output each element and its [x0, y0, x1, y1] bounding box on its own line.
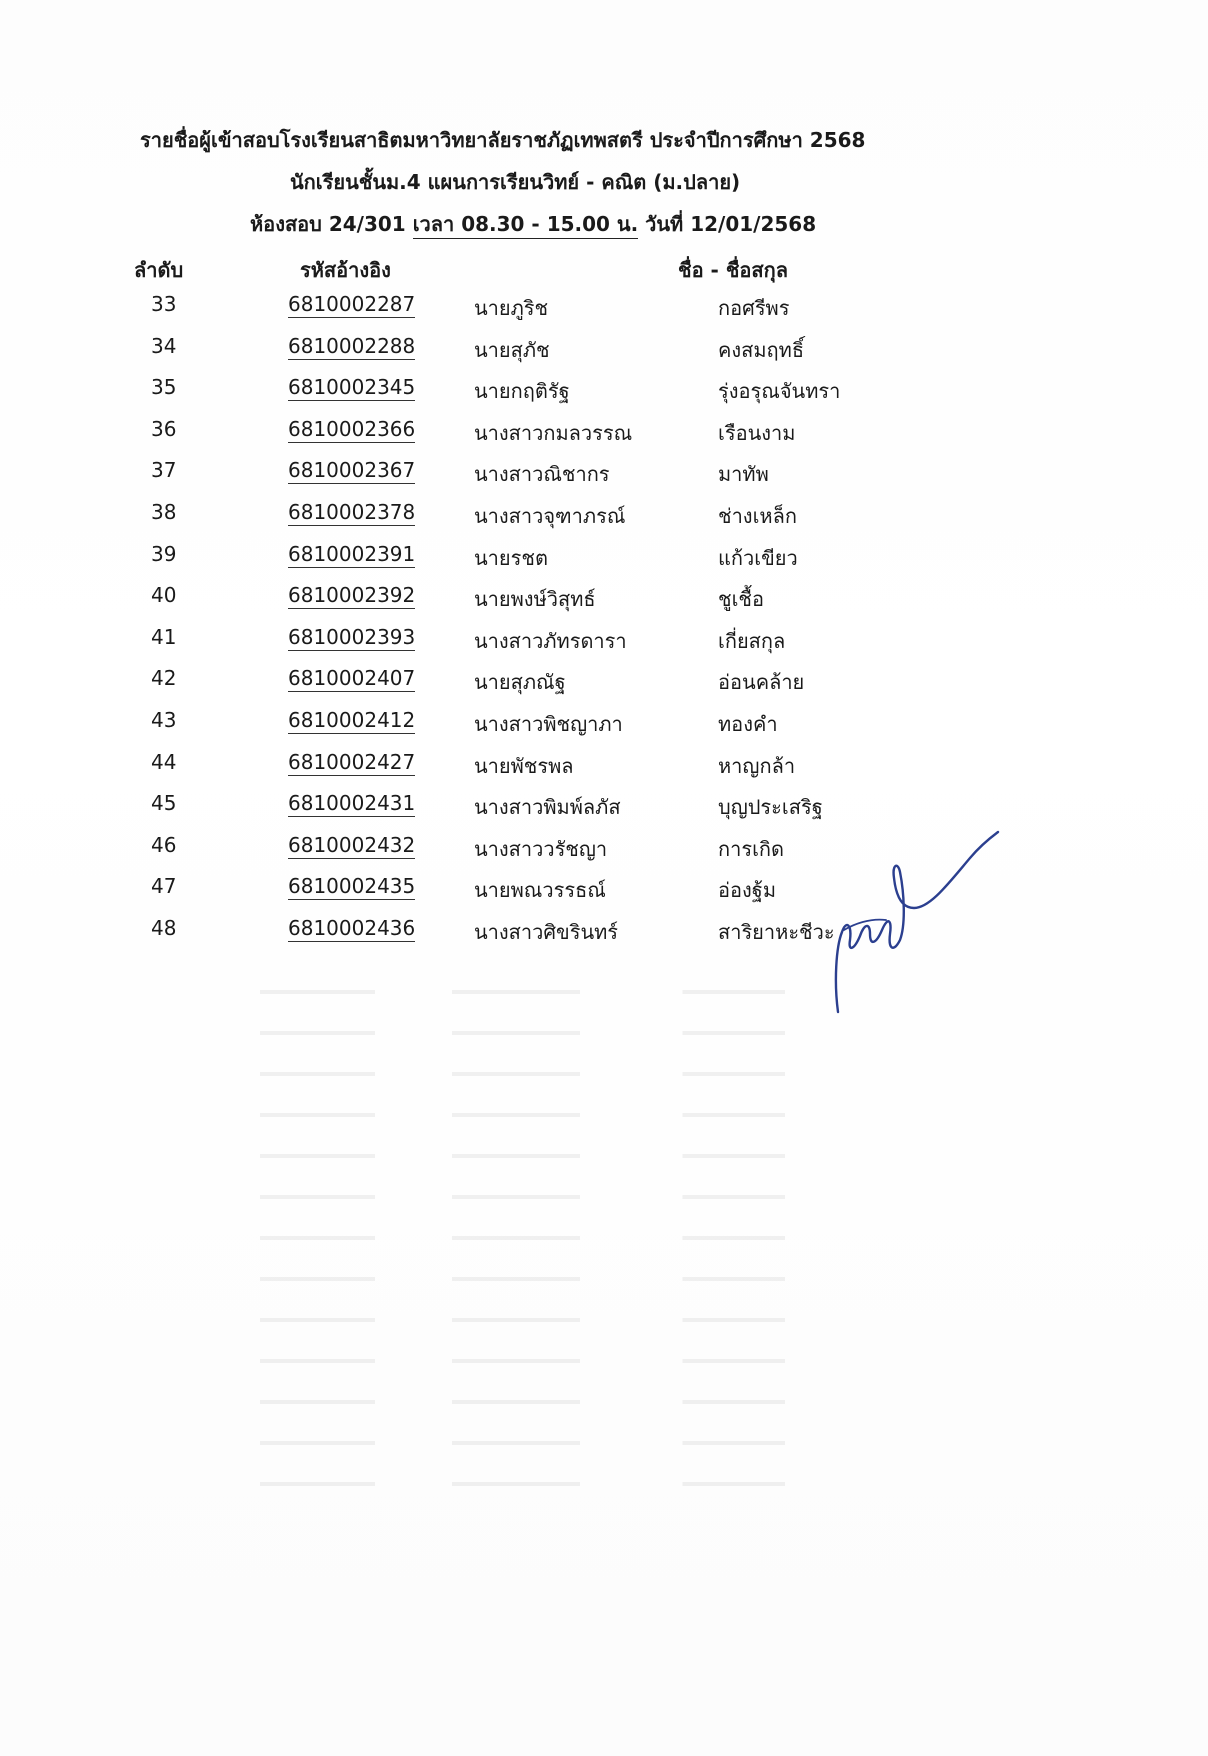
document-subtitle: นักเรียนชั้นม.4 แผนการเรียนวิทย์ - คณิต (ม.ปลาย) — [290, 170, 741, 194]
row-order: 39 — [151, 541, 177, 566]
table-row — [0, 791, 1208, 833]
row-first-name: นายพัชรพล — [474, 753, 574, 778]
row-first-name: นางสาววรัชญา — [474, 836, 608, 861]
row-first-name: นายพงษ์วิสุทธ์ — [474, 587, 596, 612]
table-row — [0, 542, 1208, 584]
row-code: 6810002431 — [288, 791, 416, 816]
row-last-name: แก้วเขียว — [718, 545, 798, 570]
column-header-code: รหัสอ้างอิง — [300, 258, 391, 282]
row-order: 35 — [151, 375, 177, 400]
row-first-name: นายภูริช — [474, 296, 549, 320]
row-first-name: นายรชต — [474, 545, 548, 570]
row-order: 38 — [151, 499, 177, 524]
row-last-name: การเกิด — [718, 836, 785, 861]
row-last-name: ทองคำ — [718, 711, 778, 736]
row-order: 47 — [151, 874, 177, 899]
row-first-name: นางสาวพิมพ์ลภัส — [474, 795, 621, 820]
row-code: 6810002435 — [288, 874, 416, 899]
exam-room: ห้องสอบ 24/301 — [250, 212, 413, 236]
row-order: 42 — [151, 666, 177, 691]
row-last-name: เกี่ยสกุล — [718, 628, 786, 653]
table-row — [0, 916, 1208, 958]
exam-info-line — [250, 208, 816, 240]
row-last-name: กอศรีพร — [718, 296, 790, 320]
table-row — [0, 750, 1208, 792]
row-code: 6810002407 — [288, 666, 416, 691]
table-row — [0, 625, 1208, 667]
table-row — [0, 292, 1208, 334]
document-title: รายชื่อผู้เข้าสอบโรงเรียนสาธิตมหาวิทยาลัยราชภัฏเทพสตรี ประจำปีการศึกษา 2568 — [140, 128, 866, 152]
row-code: 6810002436 — [288, 915, 416, 940]
row-code: 6810002393 — [288, 624, 416, 649]
row-last-name: มาทัพ — [718, 462, 769, 487]
row-code: 6810002366 — [288, 416, 416, 441]
column-header-name: ชื่อ - ชื่อสกุล — [678, 258, 788, 282]
row-last-name: เรือนงาม — [718, 420, 796, 445]
table-row — [0, 334, 1208, 376]
table-row — [0, 666, 1208, 708]
row-order: 43 — [151, 707, 177, 732]
row-first-name: นายสุภัช — [474, 337, 550, 362]
show-through-text — [260, 960, 900, 1520]
row-last-name: หาญกล้า — [718, 753, 796, 778]
row-last-name: บุญประเสริฐ — [718, 795, 823, 820]
row-order: 37 — [151, 458, 177, 483]
row-last-name: สาริยาหะชีวะ — [718, 919, 835, 944]
row-order: 33 — [151, 292, 177, 316]
row-code: 6810002345 — [288, 375, 416, 400]
table-row — [0, 500, 1208, 542]
row-code: 6810002378 — [288, 499, 416, 524]
row-code: 6810002287 — [288, 292, 416, 316]
row-order: 48 — [151, 915, 177, 940]
table-row — [0, 874, 1208, 916]
row-code: 6810002391 — [288, 541, 416, 566]
row-first-name: นางสาวจุฑาภรณ์ — [474, 503, 626, 528]
table-row — [0, 583, 1208, 625]
row-order: 44 — [151, 749, 177, 774]
row-first-name: นางสาวพิชญาภา — [474, 711, 623, 736]
row-last-name: รุ่งอรุณจันทรา — [718, 379, 841, 404]
row-order: 34 — [151, 333, 177, 358]
table-row — [0, 458, 1208, 500]
row-order: 41 — [151, 624, 177, 649]
row-first-name: นางสาวภัทรดารา — [474, 628, 627, 653]
table-row — [0, 417, 1208, 459]
row-last-name: อ่องฐ้ม — [718, 878, 777, 903]
row-code: 6810002392 — [288, 583, 416, 608]
row-first-name: นางสาวศิขรินทร์ — [474, 919, 619, 944]
row-code: 6810002427 — [288, 749, 416, 774]
table-row — [0, 375, 1208, 417]
column-header-order: ลำดับ — [134, 258, 184, 282]
exam-time: เวลา 08.30 - 15.00 น. — [413, 212, 639, 239]
row-order: 46 — [151, 832, 177, 857]
row-last-name: ช่างเหล็ก — [718, 503, 797, 528]
row-first-name: นายกฤติรัฐ — [474, 379, 570, 404]
row-order: 36 — [151, 416, 177, 441]
row-order: 40 — [151, 583, 177, 608]
row-first-name: นายสุภณัฐ — [474, 670, 566, 695]
candidate-list — [0, 292, 1208, 958]
table-row — [0, 833, 1208, 875]
row-last-name: อ่อนคล้าย — [718, 670, 805, 695]
row-first-name: นายพณวรรธณ์ — [474, 878, 606, 903]
row-code: 6810002432 — [288, 832, 416, 857]
row-last-name: คงสมฤทธิ์ — [718, 337, 805, 362]
row-order: 45 — [151, 791, 177, 816]
row-code: 6810002367 — [288, 458, 416, 483]
table-row — [0, 708, 1208, 750]
exam-date: วันที่ 12/01/2568 — [638, 212, 817, 236]
row-first-name: นางสาวกมลวรรณ — [474, 420, 633, 445]
signature — [830, 812, 1010, 1022]
row-code: 6810002412 — [288, 707, 416, 732]
row-last-name: ชูเชื้อ — [718, 587, 764, 612]
row-first-name: นางสาวณิชากร — [474, 462, 610, 487]
row-code: 6810002288 — [288, 333, 416, 358]
